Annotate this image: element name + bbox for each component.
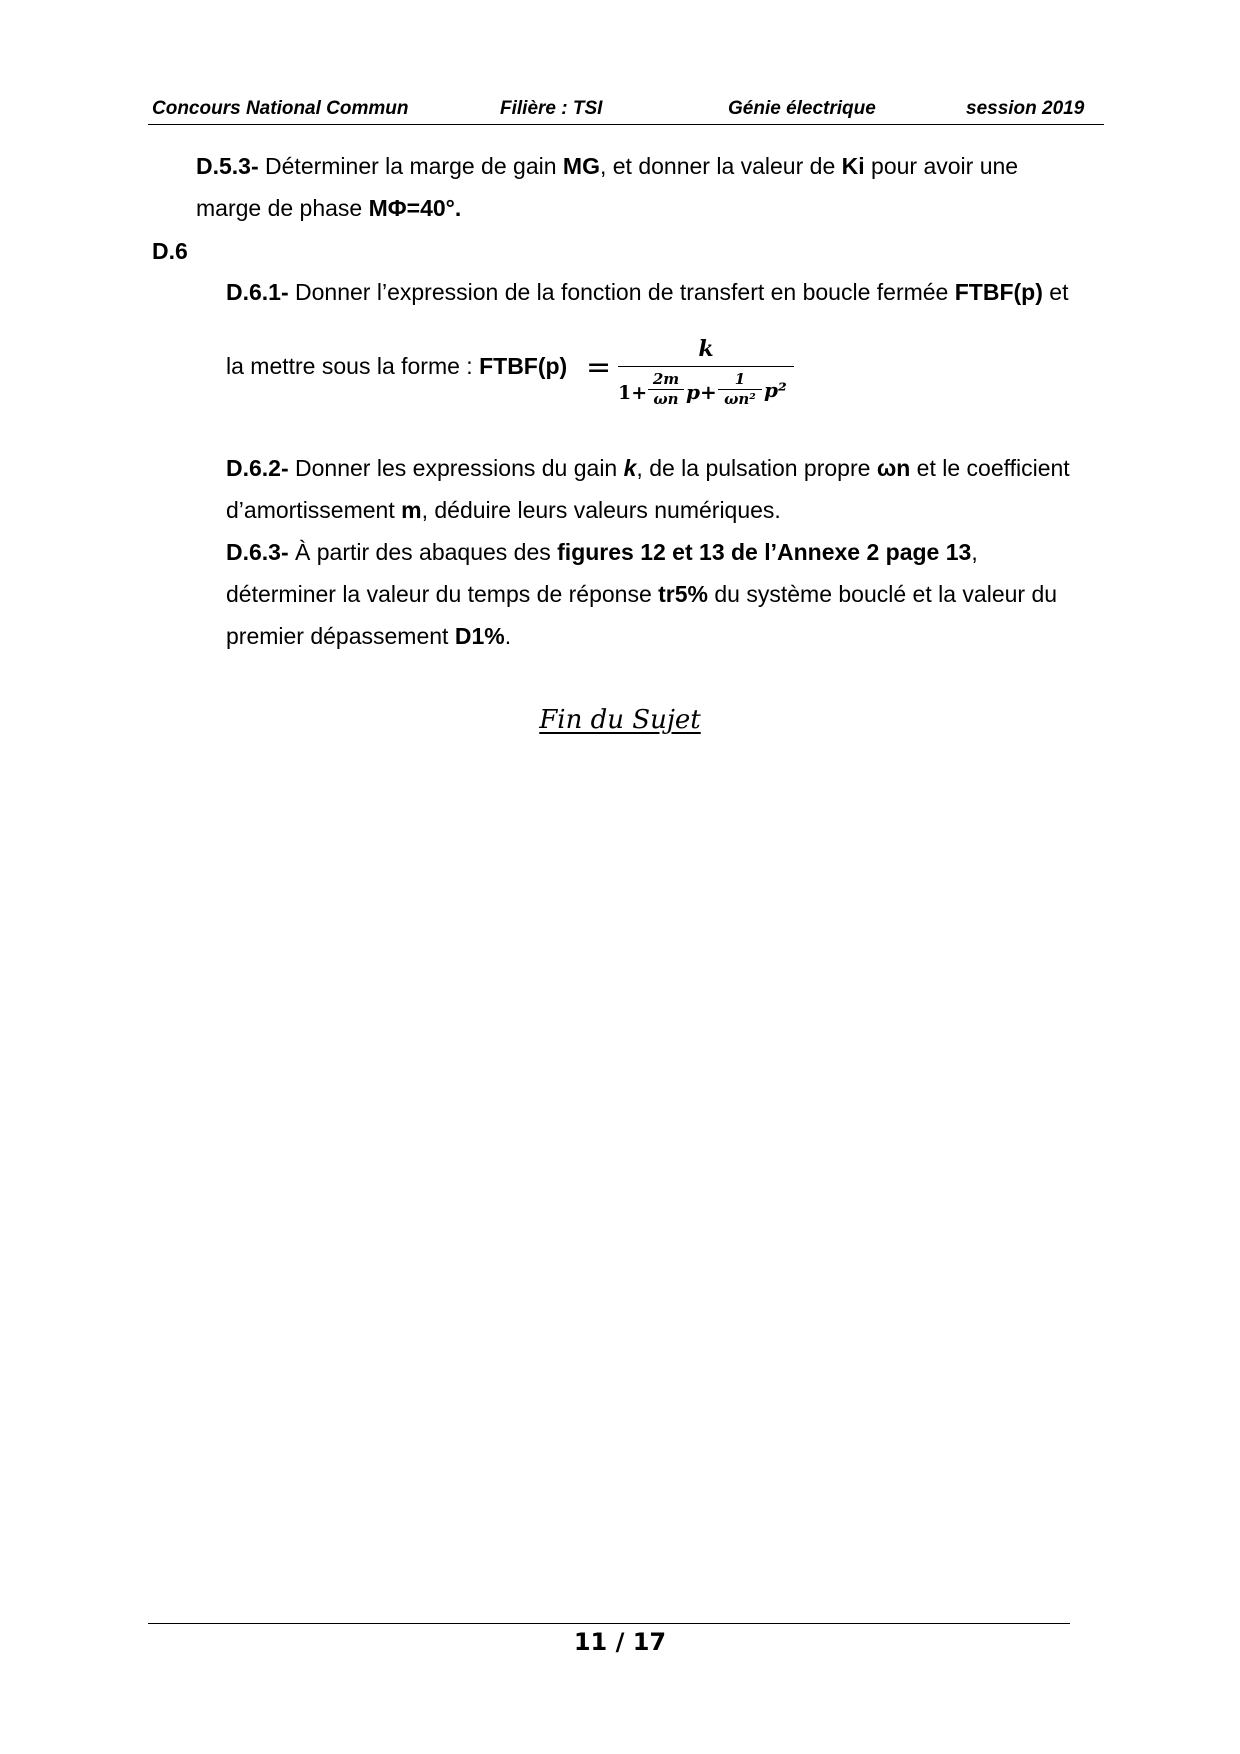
formula-fraction: [618, 336, 794, 416]
end-of-subject-title: Fin du Sujet: [539, 705, 701, 735]
formula-p-plus: p+: [686, 380, 717, 404]
question-number: D.5.3-: [196, 153, 259, 179]
question-d63-line3: premier dépassement D1%.: [226, 623, 512, 649]
question-d63-line2: déterminer la valeur du temps de réponse tr5% du système bouclé et la valeur du: [226, 581, 1058, 607]
question-d61-line2: la mettre sous la forme : FTBF(p): [226, 353, 568, 379]
formula-bar: [618, 366, 794, 367]
question-d63-line1: D.6.3- À partir des abaques des figures 12 et 13 de l’Annexe 2 page 13,: [226, 539, 978, 565]
question-d53-line1: D.5.3- Déterminer la marge de gain MG, et donner la valeur de Ki pour avoir une: [196, 153, 1019, 179]
header-rule: [148, 124, 1104, 125]
footer-rule: [148, 1623, 1070, 1624]
question-d61-line1: D.6.1- Donner l’expression de la fonction de transfert en boucle fermée FTBF(p) et: [226, 279, 1069, 305]
question-d53-line2: marge de phase MΦ=40°.: [196, 195, 462, 221]
formula-p-squared: p²: [764, 378, 787, 402]
section-title-d6: D.6: [152, 238, 188, 264]
formula-one-plus: 1+: [618, 382, 648, 404]
page-number: 11 / 17: [573, 1628, 667, 1656]
formula-equals: =: [586, 350, 612, 385]
question-number: D.6.3-: [226, 539, 289, 565]
header-exam-name: Concours National Commun: [152, 98, 409, 119]
formula-denominator: [618, 370, 794, 416]
question-number: D.6.2-: [226, 455, 289, 481]
question-d62-line2: d’amortissement m, déduire leurs valeurs numériques.: [226, 497, 781, 523]
question-number: D.6.1-: [226, 279, 289, 305]
formula-numerator: k: [698, 336, 714, 362]
formula-fraction-2m-wn: 2m ωn: [648, 370, 684, 410]
question-d62-line1: D.6.2- Donner les expressions du gain k, de la pulsation propre ωn et le coefficient: [226, 455, 1070, 481]
formula-fraction-1-wn2: 1 ωn²: [718, 370, 762, 410]
header-filiere: Filière : TSI: [500, 98, 603, 119]
header-subject: Génie électrique: [728, 98, 876, 119]
header-session: session 2019: [966, 98, 1085, 119]
